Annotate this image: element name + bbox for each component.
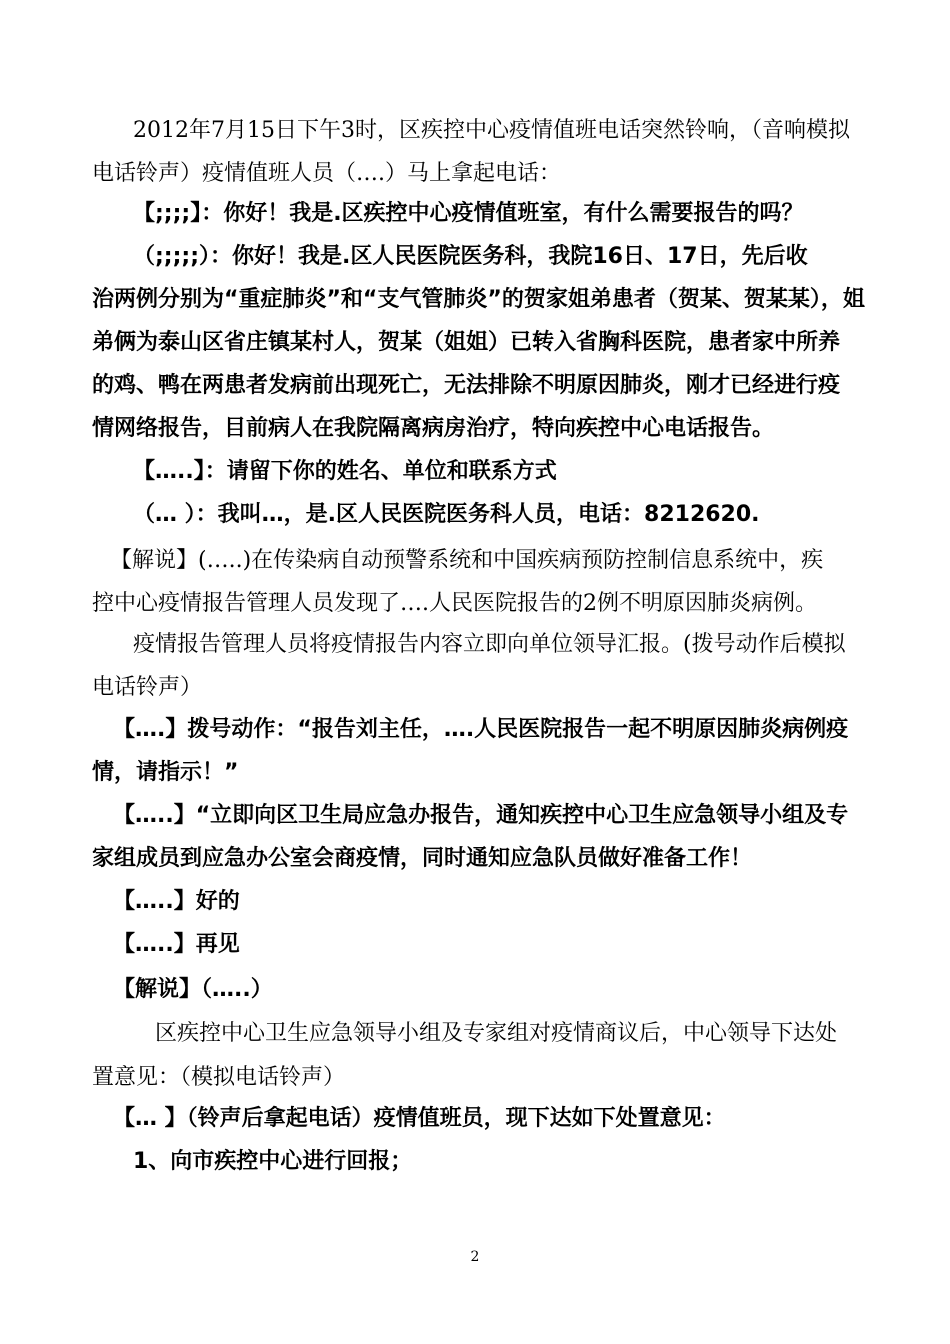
dialogue-line: （… ）：我叫…，是.区人民医院医务科人员，电话：8212620. xyxy=(133,502,760,527)
dialogue-line: 【…..】“立即向区卫生局应急办报告，通知疾控中心卫生应急领导小组及专 xyxy=(113,803,849,828)
dialogue-line: 【;;;;】：你好！我是.区疾控中心疫情值班室，有什么需要报告的吗？ xyxy=(133,201,804,226)
list-item: 1、向市疾控中心进行回报； xyxy=(133,1149,413,1174)
dialogue-line: 家组成员到应急办公室会商疫情，同时通知应急队员做好准备工作！ xyxy=(92,846,753,871)
dialogue-line: 情，请指示！” xyxy=(92,760,239,785)
page-number: 2 xyxy=(470,1249,480,1265)
dialogue-line: 情网络报告，目前病人在我院隔离病房治疗，特向疾控中心电话报告。 xyxy=(92,416,775,441)
paragraph-line: 2012年7月15日下午3时，区疾控中心疫情值班电话突然铃响，（音响模拟 xyxy=(133,118,850,143)
paragraph-line: 电话铃声）疫情值班人员（….）马上拿起电话： xyxy=(92,161,561,186)
dialogue-line: 【解说】（…..） xyxy=(113,977,273,1002)
dialogue-line: 【…..】：请留下你的姓名、单位和联系方式 xyxy=(133,459,557,484)
narration-line: 疫情报告管理人员将疫情报告内容立即向单位领导汇报。(拨号动作后模拟 xyxy=(133,632,846,657)
dialogue-line: 【….】拨号动作：“报告刘主任，….人民医院报告一起不明原因肺炎病例疫 xyxy=(113,717,849,742)
narration-line: 【解说】(…..)在传染病自动预警系统和中国疾病预防控制信息系统中，疾 xyxy=(110,548,824,573)
dialogue-line: （;;;;;）：你好！我是.区人民医院医务科，我院16日、17日，先后收 xyxy=(133,244,808,269)
dialogue-line: 【… 】（铃声后拿起电话）疫情值班员，现下达如下处置意见： xyxy=(113,1106,726,1131)
dialogue-line: 【…..】再见 xyxy=(113,932,240,957)
narration-line: 置意见：（模拟电话铃声） xyxy=(92,1065,346,1090)
narration-line: 电话铃声） xyxy=(92,675,203,700)
dialogue-line: 的鸡、鸭在两患者发病前出现死亡，无法排除不明原因肺炎，刚才已经进行疫 xyxy=(92,373,841,398)
narration-line: 区疾控中心卫生应急领导小组及专家组对疫情商议后，中心领导下达处 xyxy=(155,1021,838,1046)
narration-line: 控中心疫情报告管理人员发现了….人民医院报告的2例不明原因肺炎病例。 xyxy=(92,591,817,616)
dialogue-line: 弟俩为泰山区省庄镇某村人，贺某（姐姐）已转入省胸科医院，患者家中所养 xyxy=(92,330,841,355)
dialogue-line: 治两例分别为“重症肺炎”和“支气管肺炎”的贺家姐弟患者（贺某、贺某某），姐 xyxy=(92,287,865,312)
dialogue-line: 【…..】好的 xyxy=(113,889,240,914)
